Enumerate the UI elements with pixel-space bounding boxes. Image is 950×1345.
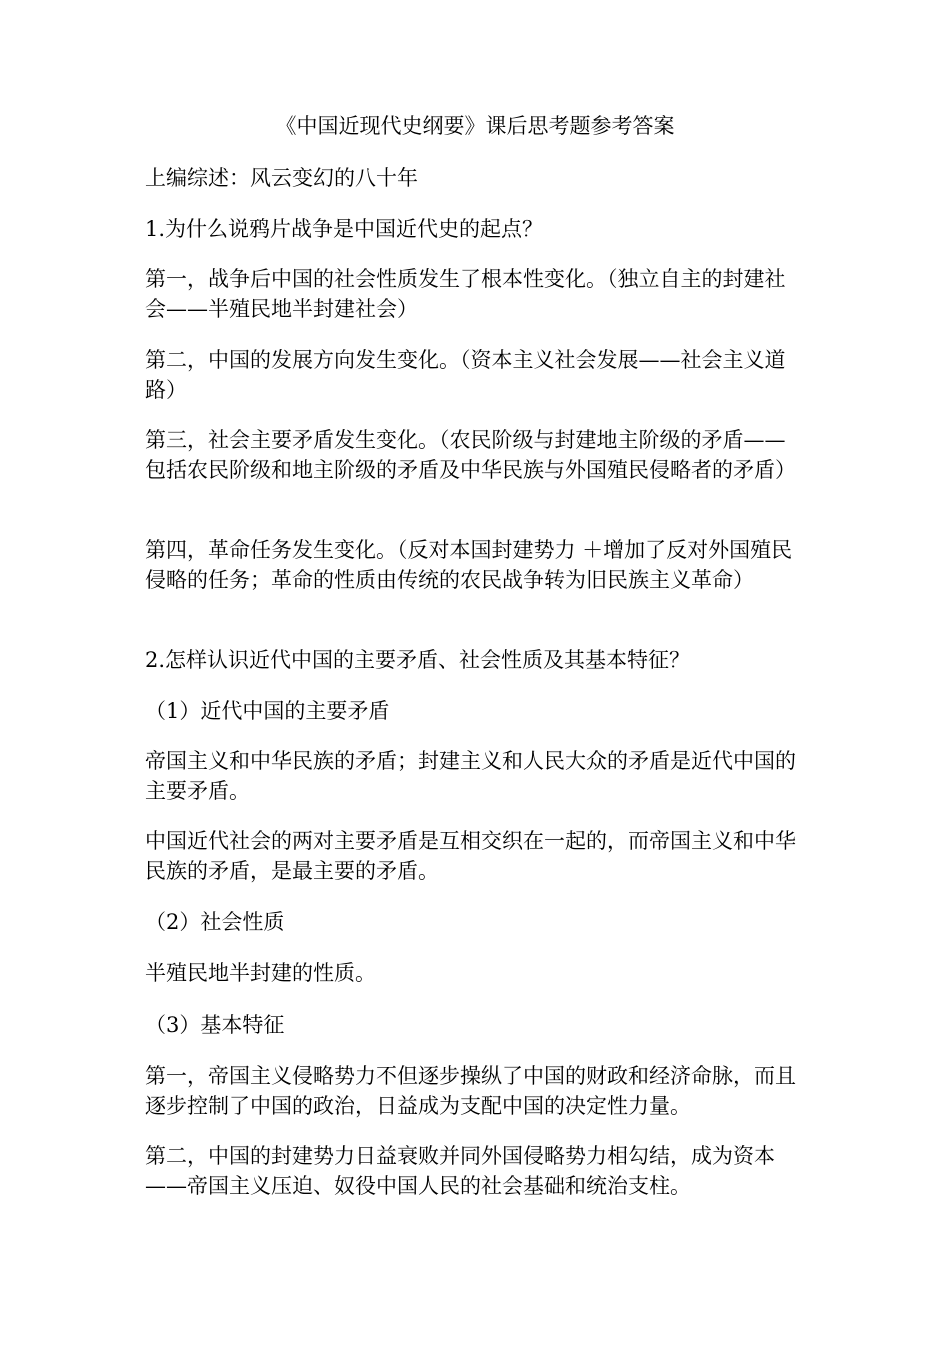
paragraph-contradictions: 帝国主义和中华民族的矛盾；封建主义和人民大众的矛盾是近代中国的主要矛盾。 xyxy=(145,749,796,803)
answer-paragraph-second: 第二，中国的发展方向发生变化。（资本主义社会发展——社会主义道路） xyxy=(145,348,786,402)
paragraph-semi-colonial: 半殖民地半封建的性质。 xyxy=(145,961,376,985)
subheading-social-nature: （2）社会性质 xyxy=(145,910,285,934)
answer-paragraph-first: 第一，战争后中国的社会性质发生了根本性变化。（独立自主的封建社会——半殖民地半封建社会） xyxy=(145,267,786,321)
paragraph-interwoven: 中国近代社会的两对主要矛盾是互相交织在一起的，而帝国主义和中华民族的矛盾，是最主要的矛盾。 xyxy=(145,829,796,883)
feature-paragraph-second: 第二，中国的封建势力日益衰败并同外国侵略势力相勾结，成为资本——帝国主义压迫、奴役中国人民的社会基础和统治支柱。 xyxy=(145,1144,775,1198)
subheading-main-contradiction: （1）近代中国的主要矛盾 xyxy=(145,699,390,723)
question-2: 2.怎样认识近代中国的主要矛盾、社会性质及其基本特征？ xyxy=(145,648,691,672)
answer-paragraph-third: 第三，社会主要矛盾发生变化。（农民阶级与封建地主阶级的矛盾——包括农民阶级和地主阶级的矛盾及中华民族与外国殖民侵略者的矛盾） xyxy=(145,428,796,482)
subheading-basic-features: （3）基本特征 xyxy=(145,1013,285,1037)
feature-paragraph-first: 第一，帝国主义侵略势力不但逐步操纵了中国的财政和经济命脉，而且逐步控制了中国的政治，日益成为支配中国的决定性力量。 xyxy=(145,1064,796,1118)
section-heading: 上编综述：风云变幻的八十年 xyxy=(145,166,418,190)
question-1: 1.为什么说鸦片战争是中国近代史的起点？ xyxy=(145,217,544,241)
document-title: 《中国近现代史纲要》课后思考题参考答案 xyxy=(275,114,675,138)
answer-paragraph-fourth: 第四，革命任务发生变化。（反对本国封建势力 ＋增加了反对外国殖民侵略的任务；革命的性质由传统的农民战争转为旧民族主义革命） xyxy=(145,538,793,592)
